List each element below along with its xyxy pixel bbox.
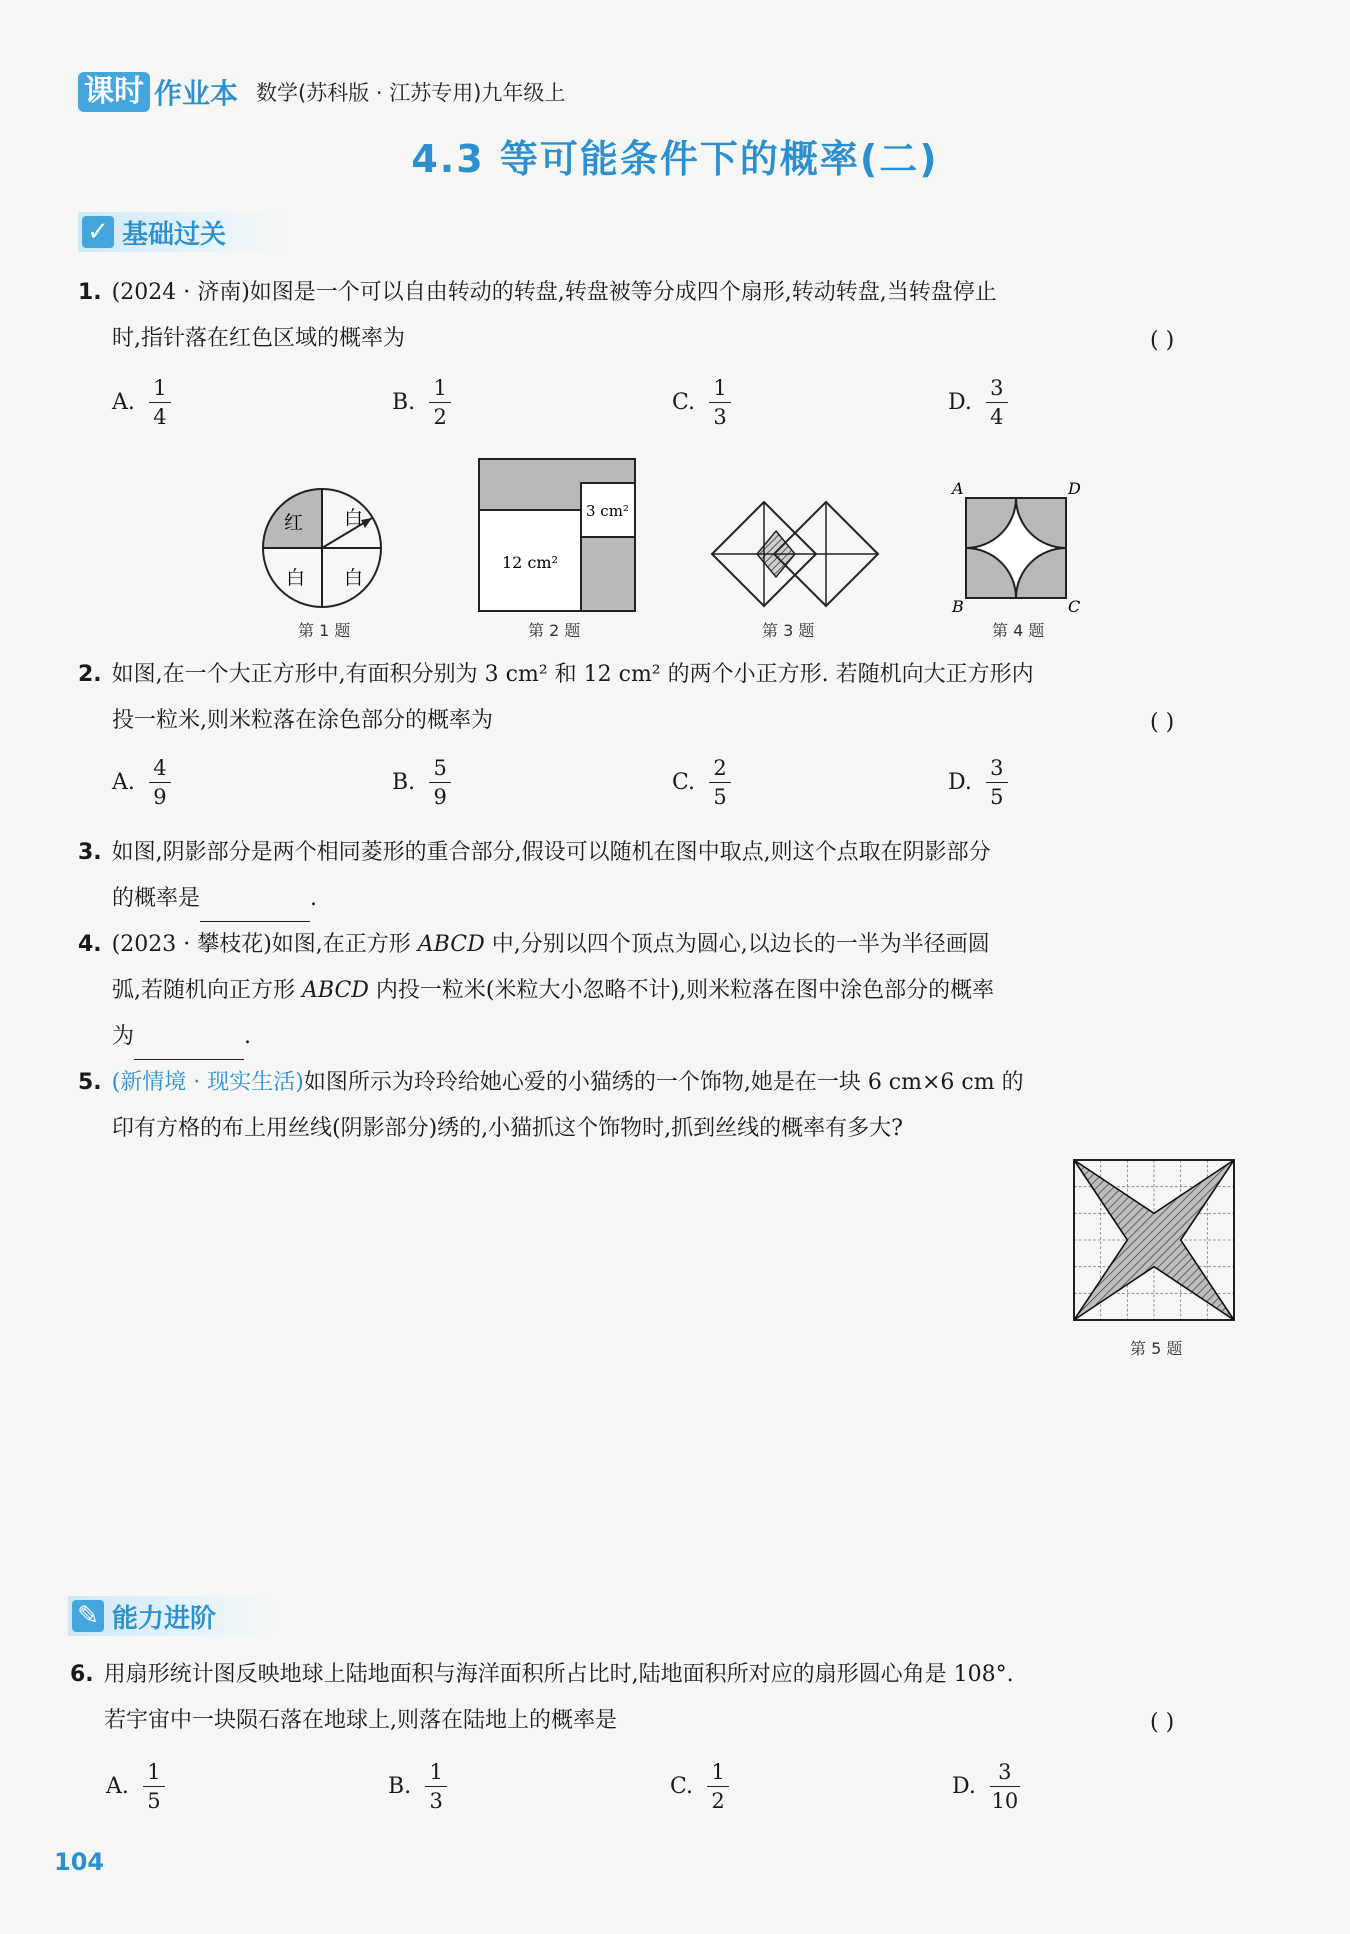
option-c[interactable]: C. $\frac{1}{3}$ (672, 376, 872, 429)
svg-text:红: 红 (284, 512, 304, 534)
svg-text:白: 白 (344, 507, 364, 529)
svg-text:D: D (1068, 479, 1081, 498)
option-b[interactable]: B. $\frac{1}{2}$ (392, 376, 592, 429)
question-1 (78, 270, 997, 362)
figure-5-caption: 第 5 题 (1130, 1339, 1183, 1358)
brand-logo-ke: 课时 (78, 72, 150, 112)
svg-text:12 cm²: 12 cm² (502, 553, 558, 572)
figure-3-caption: 第 3 题 (762, 621, 815, 640)
page-number: 104 (54, 1848, 105, 1876)
page-title: 4.3 等可能条件下的概率(二) (411, 137, 939, 181)
question-6: 6. 用扇形统计图反映地球上陆地面积与海洋面积所占比时,陆地面积所对应的扇形圆心角是 108°. 若宇宙中一块陨石落在地球上,则落在陆地上的概率是 (70, 1662, 1014, 1733)
option-b[interactable]: B. $\frac{1}{3}$ (388, 1760, 588, 1813)
question-text: 时,指针落在红色区域的概率为 (112, 326, 405, 351)
figure-3-rhombuses (712, 502, 878, 606)
question-text: (2024 · 济南)如图是一个可以自由转动的转盘,转盘被等分成四个扇形,转动转盘,当转盘停止 (111, 280, 997, 305)
svg-text:白: 白 (344, 567, 364, 589)
answer-blank[interactable] (134, 1033, 244, 1060)
figure-1-spinner (262, 488, 382, 608)
question-3: 3. 如图,阴影部分是两个相同菱形的重合部分,假设可以随机在图中取点,则这个点取在阴影部分 的概率是 . (78, 830, 991, 922)
question-4: 4. (2023 · 攀枝花)如图,在正方形 ABCD 中,分别以四个顶点为圆心,以边长的一半为半径画圆 弧,若随机向正方形 ABCD 内投一粒米(米粒大小忽略不计),则米粒落在图中涂色部分的概率 为 . (78, 922, 994, 1060)
option-d[interactable]: D. $\frac{3}{10}$ (952, 1760, 1019, 1813)
answer-paren[interactable]: ( ) (1150, 1710, 1175, 1735)
option-a[interactable]: A. $\frac{4}{9}$ (112, 756, 312, 809)
option-c[interactable]: C. $\frac{1}{2}$ (670, 1760, 870, 1813)
section-basic-banner (78, 212, 286, 252)
svg-text:3 cm²: 3 cm² (586, 502, 629, 520)
brand-logo-text: 作业本 (154, 77, 239, 110)
page-header (78, 70, 565, 114)
figure-2-caption: 第 2 题 (528, 621, 581, 640)
question-5: 5. (新情境 · 现实生活)如图所示为玲玲给她心爱的小猫绣的一个饰物,她是在一块 6 cm×6 cm 的 印有方格的布上用丝线(阴影部分)绣的,小猫抓这个饰物时,抓到丝线的概率有多大? (78, 1070, 1024, 1141)
svg-text:白: 白 (286, 567, 306, 589)
q6-options (106, 1760, 1056, 1820)
figure-4-caption: 第 4 题 (992, 621, 1045, 640)
question-number: 1. (78, 280, 102, 305)
answer-blank[interactable] (200, 895, 310, 922)
q2-options (112, 756, 1062, 816)
option-d[interactable]: D. $\frac{3}{4}$ (948, 376, 1148, 429)
question-2: 2. 如图,在一个大正方形中,有面积分别为 3 cm² 和 12 cm² 的两个小正方形. 若随机向大正方形内 投一粒米,则米粒落在涂色部分的概率为 (78, 662, 1034, 733)
svg-text:C: C (1068, 597, 1081, 616)
svg-text:A: A (952, 479, 964, 498)
header-subtitle: 数学(苏科版 · 江苏专用)九年级上 (256, 81, 566, 105)
answer-paren[interactable]: ( ) (1150, 328, 1175, 353)
figure-4-square-arcs (950, 479, 1082, 616)
context-tag: (新情境 · 现实生活) (111, 1070, 304, 1095)
svg-text:B: B (952, 597, 964, 616)
option-a[interactable]: A. $\frac{1}{4}$ (112, 376, 312, 429)
option-d[interactable]: D. $\frac{3}{5}$ (948, 756, 1148, 809)
figure-5-star-grid (1074, 1160, 1234, 1320)
q1-options (112, 376, 1062, 436)
section-advanced-label: 能力进阶 (112, 1603, 217, 1634)
section-advanced-banner (68, 1596, 276, 1636)
pencil-icon: ✎ (72, 1600, 104, 1632)
checkbox-icon: ✓ (82, 216, 114, 248)
figure-1-caption: 第 1 题 (298, 621, 351, 640)
section-basic-label: 基础过关 (122, 219, 227, 250)
option-b[interactable]: B. $\frac{5}{9}$ (392, 756, 592, 809)
answer-paren[interactable]: ( ) (1150, 710, 1175, 735)
figure-2-squares (478, 458, 636, 612)
option-c[interactable]: C. $\frac{2}{5}$ (672, 756, 872, 809)
option-a[interactable]: A. $\frac{1}{5}$ (106, 1760, 306, 1813)
